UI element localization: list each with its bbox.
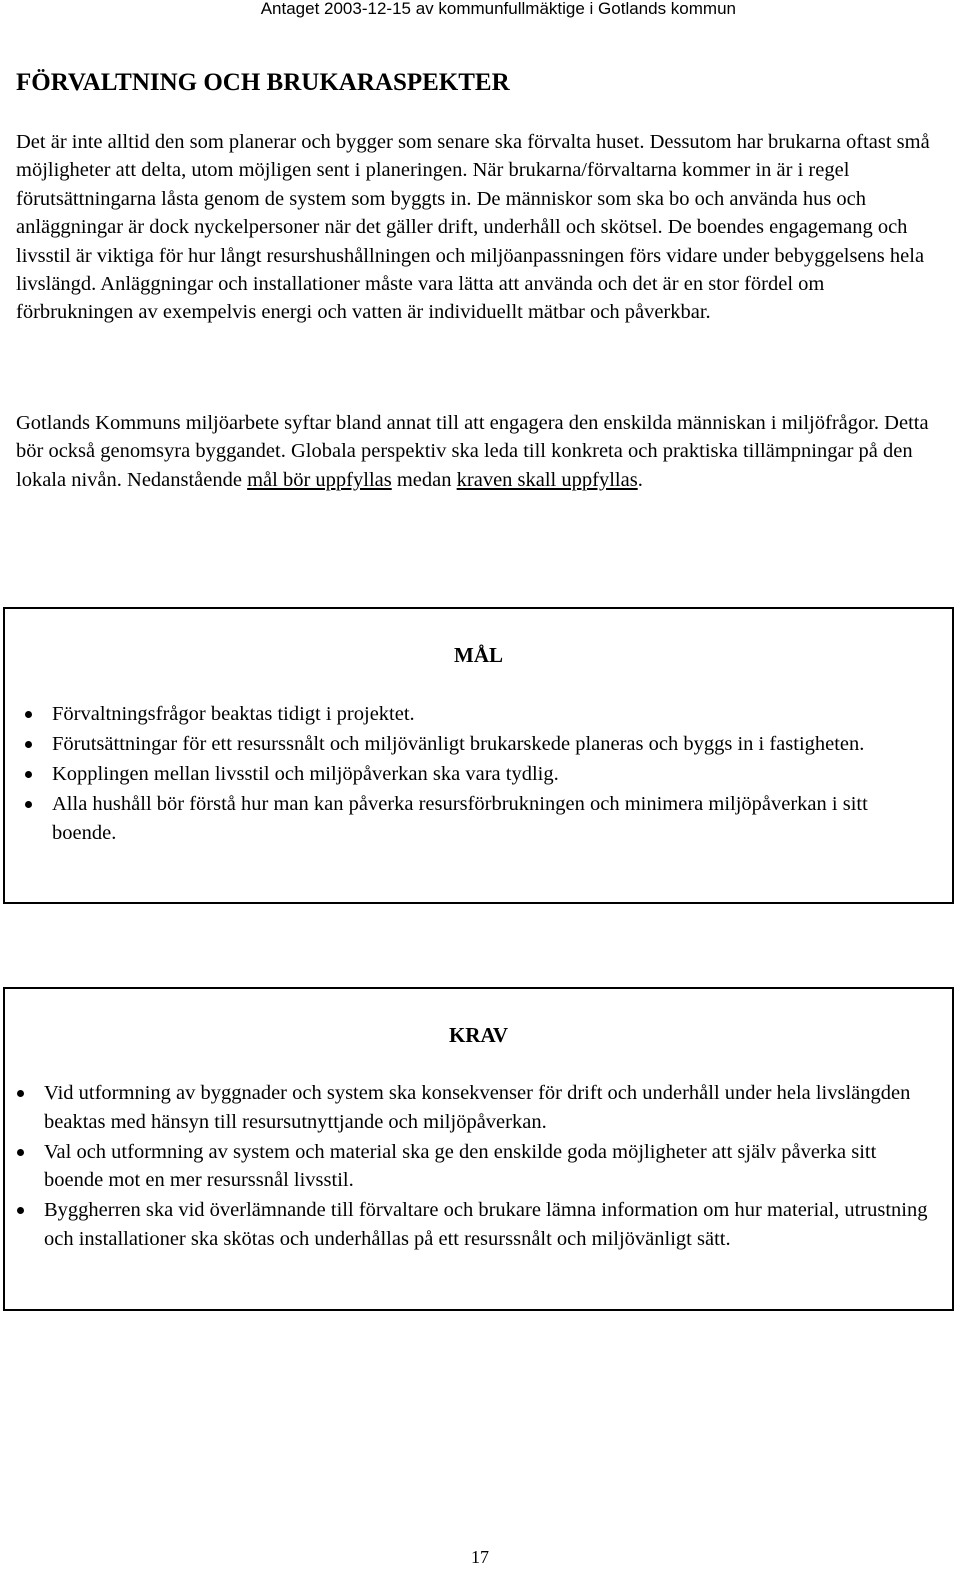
section-heading: FÖRVALTNING OCH BRUKARASPEKTER — [16, 69, 510, 96]
paragraph-text: medan — [391, 468, 457, 491]
list-item — [44, 1079, 934, 1136]
underlined-requirements-phrase: kraven skall uppfyllas — [456, 468, 638, 491]
bullet-icon — [17, 1090, 24, 1097]
bullet-icon — [25, 801, 32, 808]
list-item-text: Alla hushåll bör förstå hur man kan påverka resursförbrukningen och minimera miljöpåverkan i sitt boende. — [52, 793, 868, 844]
list-item — [44, 1138, 934, 1195]
list-item-text: Kopplingen mellan livsstil och miljöpåverkan ska vara tydlig. — [52, 763, 559, 785]
requirements-list — [44, 1079, 934, 1255]
list-item-text: Förvaltningsfrågor beaktas tidigt i projektet. — [52, 703, 415, 725]
page-number: 17 — [471, 1547, 489, 1567]
list-item — [44, 1196, 934, 1253]
paragraph-text: Gotlands Kommuns miljöarbete syftar bland annat till att engagera den enskilda människan i miljöfrågor. Detta bör också genomsyra byggandet. Globala perspektiv ska leda till konkreta och praktiska tillämpningar på den lokala nivån. Nedanstående — [16, 412, 929, 491]
list-item — [52, 700, 922, 729]
adoption-note: Antaget 2003-12-15 av kommunfullmäktige i Gotlands kommun — [260, 0, 736, 18]
paragraph-management: Det är inte alltid den som planerar och bygger som senare ska förvalta huset. Dessutom har brukarna oftast små möjligheter att delta, utom möjligen sent i planeringen. När brukarna/förvaltarna kommer in är i regel förutsättningarna låsta genom de system som byggts in. De människor som ska bo och använda hus och anläggningar är dock nyckelpersoner när det gäller drift, underhåll och skötsel. De boendes engagemang och livsstil är viktiga för hur långt resurshushållningen och miljöanpassningen förs vidare under bebyggelsens hela livslängd. Anläggningar och installationer måste vara lätta att använda och det är en stor fördel om förbrukningen av exempelvis energi och vatten är individuellt mätbar och påverkbar. — [16, 131, 930, 324]
paragraph-text: . — [637, 468, 643, 491]
bullet-icon — [25, 741, 32, 748]
goals-box — [3, 607, 954, 904]
bullet-icon — [25, 771, 32, 778]
goals-list — [52, 700, 922, 849]
list-item — [52, 790, 922, 847]
list-item-text: Vid utformning av byggnader och system ska konsekvenser för drift och underhåll under hela livslängden beaktas med hänsyn till resursutnyttjande och miljöpåverkan. — [44, 1082, 911, 1133]
paragraph-environmental-work — [16, 409, 946, 494]
list-item — [52, 730, 922, 759]
bullet-icon — [17, 1149, 24, 1156]
requirements-title: KRAV — [448, 1023, 509, 1047]
requirements-box — [3, 987, 954, 1311]
list-item-text: Byggherren ska vid överlämnande till förvaltare och brukare lämna information om hur material, utrustning och installationer ska skötas och underhållas på ett resurssnålt och miljövänligt sätt. — [44, 1199, 928, 1250]
bullet-icon — [17, 1207, 24, 1214]
list-item-text: Val och utformning av system och material ska ge den enskilde goda möjligheter att själv påverka sitt boende mot en mer resurssnål livsstil. — [44, 1140, 877, 1191]
list-item-text: Förutsättningar för ett resurssnålt och miljövänligt brukarskede planeras och byggs in i fastigheten. — [52, 733, 865, 755]
list-item — [52, 760, 922, 789]
goals-title: MÅL — [454, 643, 503, 667]
bullet-icon — [25, 711, 32, 718]
underlined-goals-phrase: mål bör uppfyllas — [247, 468, 392, 491]
